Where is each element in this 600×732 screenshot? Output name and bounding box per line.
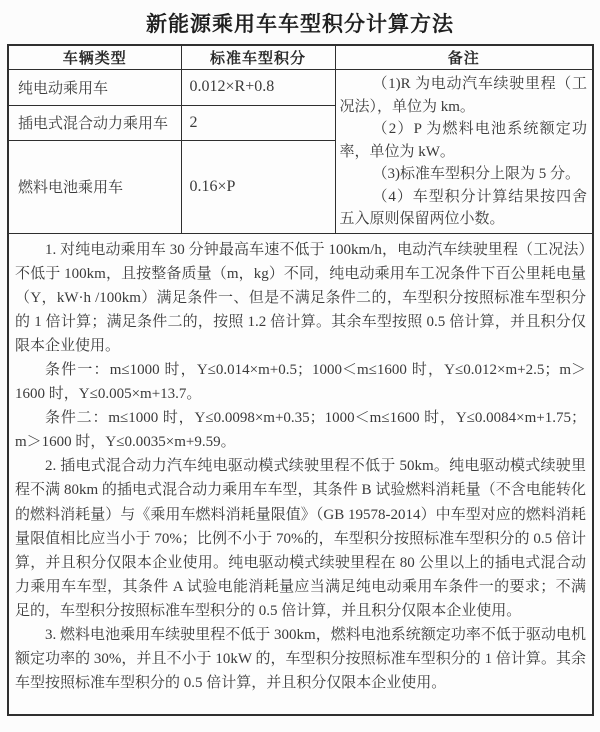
credit-formula-fcev: 0.16×P	[181, 140, 335, 233]
vehicle-type-bev: 纯电动乘用车	[8, 70, 181, 106]
remarks-cell	[335, 70, 593, 234]
vehicle-type-fcev: 燃料电池乘用车	[8, 140, 181, 233]
rule-paragraph-3: 3. 燃料电池乘用车续驶里程不低于 300km，燃料电池系统额定功率不低于驱动电机额定功率的 30%，并且不小于 10kW 的，车型积分按照标准车型积分的 1 倍计算。其余车型按照标准车型积分的 0.5 倍计算，并且积分仅限本企业使用。	[15, 627, 586, 692]
table-row-rules-text	[8, 233, 593, 715]
remark-note-2: （2）P 为燃料电池系统额定功率，单位为 kW。	[339, 121, 587, 160]
rule-condition-1: 条件一：m≤1000 时，Y≤0.014×m+0.5；1000＜m≤1600 时，Y≤0.012×m+2.5；m＞1600 时，Y≤0.005×m+13.7。	[15, 361, 586, 403]
page-title: 新能源乘用车车型积分计算方法	[146, 12, 454, 36]
rule-paragraph-1: 1. 对纯电动乘用车 30 分钟最高车速不低于 100km/h，电动汽车续驶里程（工况法）不低于 100km，且按整备质量（m，kg）不同，纯电动乘用车工况条件下百公里耗电量（Y，kW·h /100km）满足条件一、但是不满足条件二的，车型积分按照标准车型积分的 1 倍计算；满足条件二的，按照 1.2 倍计算。其余车型按照 0.5 倍计算，并且积分仅限本企业使用。	[15, 241, 586, 354]
credit-formula-bev: 0.012×R+0.8	[181, 70, 335, 106]
rule-paragraph-2: 2. 插电式混合动力汽车纯电驱动模式续驶里程不低于 50km。纯电驱动模式续驶里程不满 80km 的插电式混合动力乘用车车型，其条件 B 试验燃料消耗量（不含电能转化的燃料消耗量）与《乘用车燃料消耗量限值》（GB 19578-2014）中车型对应的燃料消耗量限值相比应当小于 70%；比例不小于 70%的，车型积分按照标准车型积分的 0.5 倍计算，并且积分仅限本企业使用。纯电驱动模式续驶里程在 80 公里以上的插电式混合动力乘用车车型，其条件 A 试验电能消耗量应当满足纯电动乘用车条件一的要求；不满足的，车型积分按照标准车型积分的 0.5 倍计算，并且积分仅限本企业使用。	[15, 458, 586, 619]
rule-condition-2: 条件二：m≤1000 时，Y≤0.0098×m+0.35；1000＜m≤1600 时，Y≤0.0084×m+1.75；m＞1600 时，Y≤0.0035×m+9.59。	[15, 410, 586, 451]
table-row-bev	[8, 70, 593, 106]
remark-note-1: （1)R 为电动汽车续驶里程（工况法），单位为 km。	[339, 76, 587, 115]
column-header-standard-credit: 标准车型积分	[181, 45, 335, 70]
remark-note-3: （3)标准车型积分上限为 5 分。	[372, 166, 580, 182]
column-header-remarks: 备注	[335, 45, 593, 70]
table-header-row	[8, 45, 593, 70]
remark-note-4: （4）车型积分计算结果按四舍五入原则保留两位小数。	[339, 188, 587, 227]
credit-formula-phev: 2	[181, 105, 335, 140]
column-header-vehicle-type: 车辆类型	[8, 45, 181, 70]
credit-calculation-table	[7, 44, 594, 716]
vehicle-type-phev: 插电式混合动力乘用车	[8, 105, 181, 140]
rules-text-cell	[8, 233, 593, 715]
